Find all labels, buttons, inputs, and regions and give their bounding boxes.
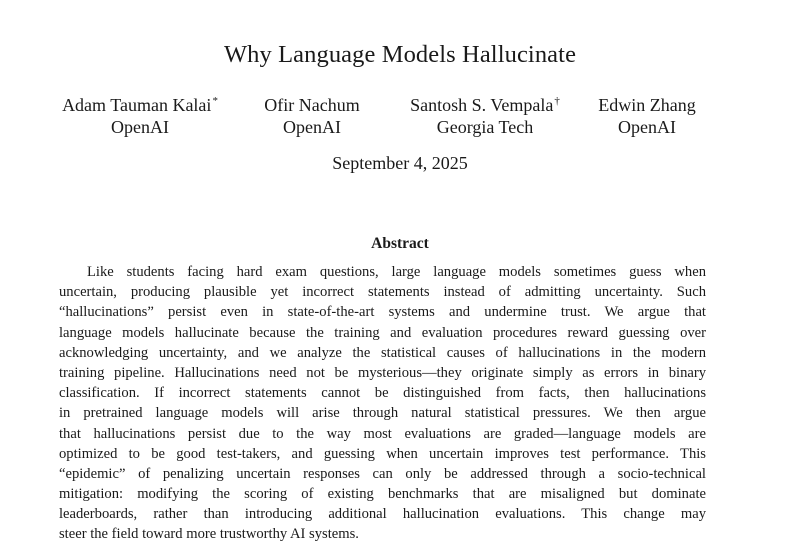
abstract-line: acknowledging uncertainty, and we analyze the statistical causes of hallucinations in the modern: [59, 344, 706, 361]
author-footnote-mark: †: [554, 95, 560, 107]
author-list: [0, 94, 800, 138]
abstract-line: classification. If incorrect statements cannot be distinguished from facts, then hallucinations: [59, 385, 706, 402]
author-footnote-mark: *: [212, 95, 218, 107]
author-block: [395, 94, 575, 138]
author-name-line: [395, 94, 575, 116]
author-name-line: [252, 94, 372, 116]
author-affiliation: Georgia Tech: [436, 117, 534, 137]
abstract-line: uncertain, producing plausible yet incorrect statements instead of admitting uncertainty. Such: [59, 284, 706, 301]
abstract-line: steer the field toward more trustworthy AI systems.: [59, 526, 359, 543]
author-name: Ofir Nachum: [264, 95, 360, 115]
abstract-line: that hallucinations persist due to the way most evaluations are graded—language models are: [59, 425, 706, 442]
author-name-line: [592, 94, 702, 116]
abstract-body: [59, 262, 706, 545]
abstract-line: mitigation: modifying the scoring of existing benchmarks that are misaligned but dominate: [59, 486, 706, 503]
abstract-line: in pretrained language models will arise through natural statistical pressures. We then argue: [59, 405, 706, 422]
abstract-line: “epidemic” of penalizing uncertain responses can only be addressed through a socio-technical: [59, 465, 706, 482]
author-affiliation: OpenAI: [618, 117, 676, 137]
publication-date: September 4, 2025: [332, 153, 468, 173]
author-affiliation: OpenAI: [283, 117, 341, 137]
abstract-heading: Abstract: [371, 235, 429, 252]
author-block: [50, 94, 230, 138]
abstract-line: language models hallucinate because the training and evaluation procedures reward guessing over: [59, 324, 706, 341]
abstract-line: training pipeline. Hallucinations need not be mysterious—they originate simply as errors in binary: [59, 364, 706, 381]
author-name: Adam Tauman Kalai: [62, 95, 212, 115]
author-block: [592, 94, 702, 138]
author-name: Edwin Zhang: [598, 95, 696, 115]
author-affiliation: OpenAI: [111, 117, 169, 137]
author-name-line: [50, 94, 230, 116]
paper-title: Why Language Models Hallucinate: [223, 41, 577, 68]
author-name: Santosh S. Vempala: [410, 95, 554, 115]
abstract-line: leaderboards, rather than introducing additional hallucination evaluations. This change may: [59, 506, 706, 523]
abstract-line: Like students facing hard exam questions, large language models sometimes guess when: [87, 264, 706, 280]
abstract-line: optimized to be good test-takers, and guessing when uncertain improves test performance. This: [59, 445, 706, 462]
abstract-line: “hallucinations” persist even in state-of-the-art systems and undermine trust. We argue that: [59, 304, 706, 321]
author-block: [252, 94, 372, 138]
